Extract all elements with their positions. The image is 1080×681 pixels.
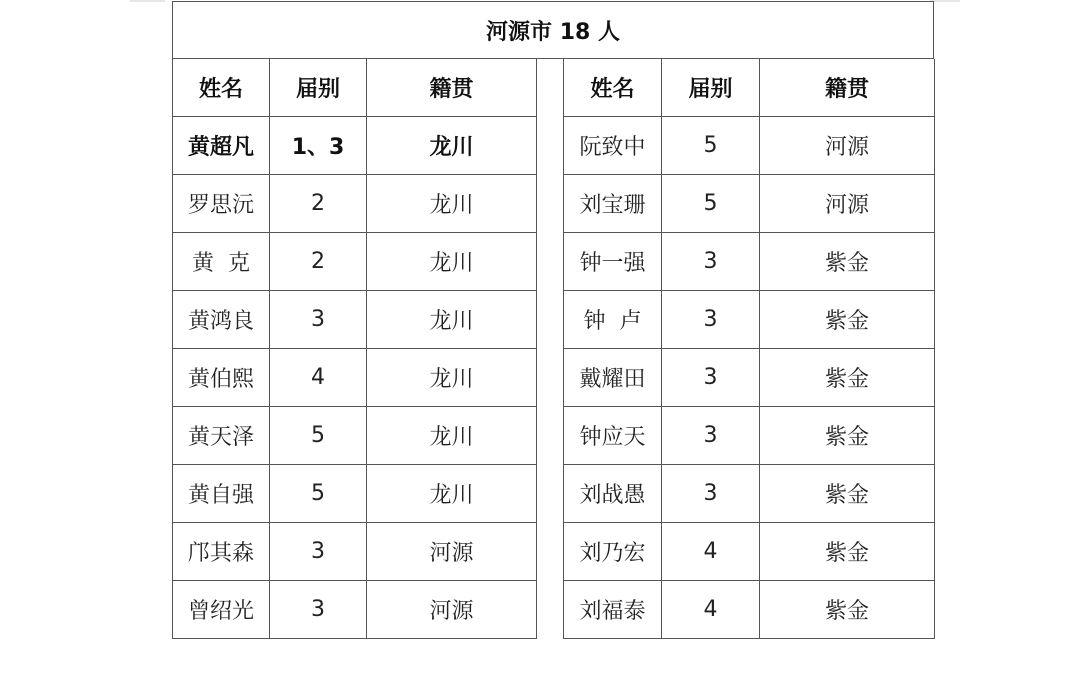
- term-cell: 4: [662, 523, 760, 581]
- table-row: [173, 349, 537, 407]
- person-name-cell: 黄超凡: [173, 117, 270, 175]
- term-cell: 3: [662, 465, 760, 523]
- table-row: [564, 407, 935, 465]
- term-cell: 2: [270, 233, 367, 291]
- roster-sheet: [172, 1, 934, 636]
- person-name-cell: 刘宝珊: [564, 175, 662, 233]
- person-name-cell: 刘乃宏: [564, 523, 662, 581]
- origin-cell: 紫金: [760, 291, 935, 349]
- origin-cell: 紫金: [760, 407, 935, 465]
- table-row: [173, 407, 537, 465]
- right-roster-body: [564, 117, 935, 639]
- person-name-cell: 黄 克: [173, 233, 270, 291]
- origin-cell: 紫金: [760, 233, 935, 291]
- table-row: [173, 523, 537, 581]
- term-cell: 4: [662, 581, 760, 639]
- term-cell: 5: [270, 465, 367, 523]
- table-row: [173, 291, 537, 349]
- header-row: [173, 59, 537, 117]
- roster-tables: [172, 59, 934, 636]
- term-cell: 5: [662, 175, 760, 233]
- origin-cell: 龙川: [367, 407, 537, 465]
- origin-cell: 紫金: [760, 465, 935, 523]
- table-row: [564, 233, 935, 291]
- header-name: 姓名: [173, 59, 270, 117]
- origin-cell: 河源: [760, 175, 935, 233]
- term-cell: 3: [662, 291, 760, 349]
- person-name-cell: 钟一强: [564, 233, 662, 291]
- origin-cell: 河源: [367, 523, 537, 581]
- table-row: [173, 117, 537, 175]
- origin-cell: 龙川: [367, 175, 537, 233]
- top-edge-mark: [130, 0, 165, 2]
- right-roster-table: [563, 59, 935, 639]
- origin-cell: 龙川: [367, 349, 537, 407]
- origin-cell: 紫金: [760, 349, 935, 407]
- table-row: [173, 233, 537, 291]
- table-row: [564, 117, 935, 175]
- person-name-cell: 黄自强: [173, 465, 270, 523]
- person-name-cell: 刘战愚: [564, 465, 662, 523]
- table-row: [564, 581, 935, 639]
- origin-cell: 紫金: [760, 523, 935, 581]
- term-cell: 4: [270, 349, 367, 407]
- table-row: [564, 349, 935, 407]
- person-name-cell: 钟 卢: [564, 291, 662, 349]
- header-term: 届别: [270, 59, 367, 117]
- term-cell: 2: [270, 175, 367, 233]
- origin-cell: 紫金: [760, 581, 935, 639]
- left-roster-body: [173, 117, 537, 639]
- term-cell: 3: [662, 407, 760, 465]
- person-name-cell: 刘福泰: [564, 581, 662, 639]
- table-row: [564, 175, 935, 233]
- term-cell: 3: [662, 233, 760, 291]
- person-name-cell: 黄天泽: [173, 407, 270, 465]
- header-origin: 籍贯: [760, 59, 935, 117]
- term-cell: 3: [270, 291, 367, 349]
- left-roster-table: [172, 59, 537, 639]
- term-cell: 3: [662, 349, 760, 407]
- header-origin: 籍贯: [367, 59, 537, 117]
- term-cell: 3: [270, 581, 367, 639]
- table-title: 河源市 18 人: [172, 1, 934, 59]
- header-row: [564, 59, 935, 117]
- origin-cell: 龙川: [367, 291, 537, 349]
- person-name-cell: 曾绍光: [173, 581, 270, 639]
- person-name-cell: 戴耀田: [564, 349, 662, 407]
- origin-cell: 龙川: [367, 465, 537, 523]
- person-name-cell: 钟应天: [564, 407, 662, 465]
- table-row: [173, 581, 537, 639]
- person-name-cell: 阮致中: [564, 117, 662, 175]
- person-name-cell: 邝其森: [173, 523, 270, 581]
- table-row: [564, 465, 935, 523]
- origin-cell: 龙川: [367, 117, 537, 175]
- table-row: [564, 291, 935, 349]
- top-edge-mark: [930, 0, 960, 2]
- term-cell: 3: [270, 523, 367, 581]
- origin-cell: 龙川: [367, 233, 537, 291]
- person-name-cell: 黄鸿良: [173, 291, 270, 349]
- header-name: 姓名: [564, 59, 662, 117]
- person-name-cell: 黄伯熙: [173, 349, 270, 407]
- term-cell: 5: [662, 117, 760, 175]
- header-term: 届别: [662, 59, 760, 117]
- term-cell: 1、3: [270, 117, 367, 175]
- table-row: [173, 175, 537, 233]
- person-name-cell: 罗思沅: [173, 175, 270, 233]
- origin-cell: 河源: [760, 117, 935, 175]
- term-cell: 5: [270, 407, 367, 465]
- table-row: [564, 523, 935, 581]
- table-row: [173, 465, 537, 523]
- origin-cell: 河源: [367, 581, 537, 639]
